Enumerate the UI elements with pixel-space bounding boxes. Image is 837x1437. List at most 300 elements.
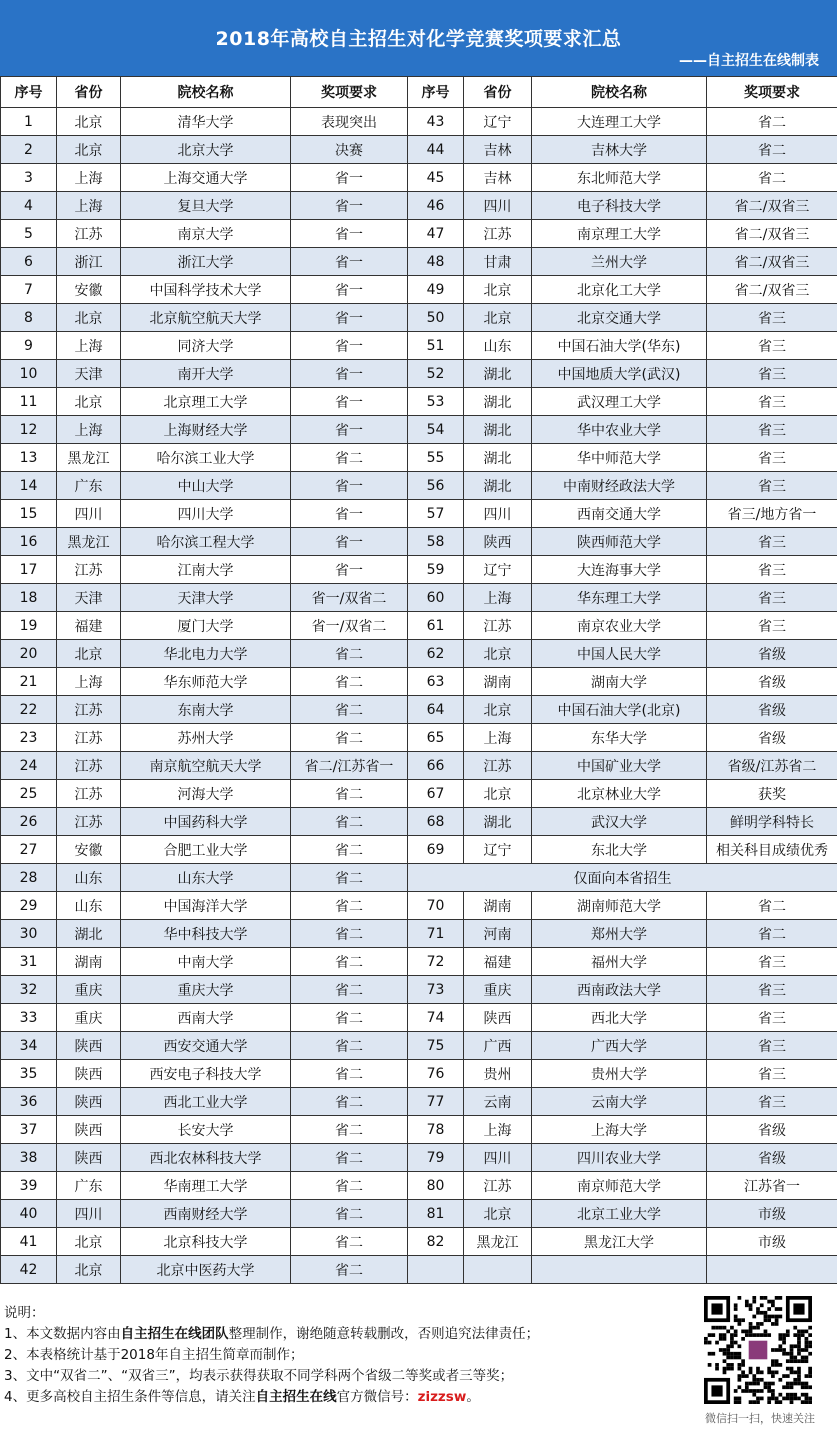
award-requirement: 省级 <box>707 1144 837 1172</box>
province: 四川 <box>464 192 532 220</box>
qr-caption: 微信扫一扫，快速关注 <box>705 1412 815 1425</box>
award-requirement: 省一 <box>291 220 408 248</box>
province: 江苏 <box>57 752 121 780</box>
university-name: 浙江大学 <box>121 248 291 276</box>
province: 北京 <box>57 304 121 332</box>
university-name: 吉林大学 <box>532 136 707 164</box>
university-name: 河海大学 <box>121 780 291 808</box>
table-row <box>1 108 837 136</box>
province: 江苏 <box>57 220 121 248</box>
province: 北京 <box>464 640 532 668</box>
row-number: 49 <box>408 276 464 304</box>
row-number: 53 <box>408 388 464 416</box>
row-number: 2 <box>1 136 57 164</box>
row-number: 51 <box>408 332 464 360</box>
row-number: 70 <box>408 892 464 920</box>
award-requirement: 省级/江苏省二 <box>707 752 837 780</box>
row-number: 41 <box>1 1228 57 1256</box>
province: 山东 <box>464 332 532 360</box>
university-name: 西安交通大学 <box>121 1032 291 1060</box>
province: 安徽 <box>57 836 121 864</box>
university-name: 云南大学 <box>532 1088 707 1116</box>
table-row <box>1 388 837 416</box>
award-requirement: 省二 <box>291 1200 408 1228</box>
table-row <box>1 976 837 1004</box>
award-requirement: 省三 <box>707 416 837 444</box>
university-name: 华南理工大学 <box>121 1172 291 1200</box>
award-requirement: 省一 <box>291 416 408 444</box>
university-name: 福州大学 <box>532 948 707 976</box>
row-number: 4 <box>1 192 57 220</box>
university-name: 东北师范大学 <box>532 164 707 192</box>
university-name: 中国地质大学(武汉) <box>532 360 707 388</box>
university-name: 哈尔滨工业大学 <box>121 444 291 472</box>
award-requirement: 省二 <box>291 1172 408 1200</box>
row-number: 37 <box>1 1116 57 1144</box>
row-number: 27 <box>1 836 57 864</box>
table-row <box>1 220 837 248</box>
province: 四川 <box>57 500 121 528</box>
table-row <box>1 1144 837 1172</box>
award-requirement <box>707 1256 837 1284</box>
province: 北京 <box>464 304 532 332</box>
table-row <box>1 1228 837 1256</box>
award-requirement: 省三 <box>707 1088 837 1116</box>
university-name: 北京大学 <box>121 136 291 164</box>
row-number: 80 <box>408 1172 464 1200</box>
province: 吉林 <box>464 164 532 192</box>
award-requirement: 省二/江苏省一 <box>291 752 408 780</box>
university-name: 兰州大学 <box>532 248 707 276</box>
university-name: 苏州大学 <box>121 724 291 752</box>
province: 湖北 <box>464 472 532 500</box>
award-requirement: 省一 <box>291 304 408 332</box>
row-number: 62 <box>408 640 464 668</box>
row-number: 25 <box>1 780 57 808</box>
university-name: 华中科技大学 <box>121 920 291 948</box>
table-row <box>1 808 837 836</box>
row-number: 6 <box>1 248 57 276</box>
table-row <box>1 1116 837 1144</box>
university-name: 南京农业大学 <box>532 612 707 640</box>
award-requirement: 获奖 <box>707 780 837 808</box>
award-requirement: 省三 <box>707 612 837 640</box>
university-name: 北京工业大学 <box>532 1200 707 1228</box>
row-number: 9 <box>1 332 57 360</box>
university-name: 南京航空航天大学 <box>121 752 291 780</box>
row-number: 40 <box>1 1200 57 1228</box>
award-requirement: 省级 <box>707 640 837 668</box>
province: 北京 <box>57 136 121 164</box>
row-number: 66 <box>408 752 464 780</box>
province: 北京 <box>464 696 532 724</box>
province: 重庆 <box>57 1004 121 1032</box>
award-requirement: 省二 <box>707 164 837 192</box>
university-name: 东南大学 <box>121 696 291 724</box>
page-header <box>0 0 837 76</box>
row-number: 63 <box>408 668 464 696</box>
award-requirement: 省一 <box>291 276 408 304</box>
award-requirement: 省一 <box>291 248 408 276</box>
university-name: 华北电力大学 <box>121 640 291 668</box>
university-name: 复旦大学 <box>121 192 291 220</box>
province: 陕西 <box>57 1116 121 1144</box>
row-number: 79 <box>408 1144 464 1172</box>
province: 湖南 <box>464 668 532 696</box>
award-requirement: 省三 <box>707 1060 837 1088</box>
university-name: 四川大学 <box>121 500 291 528</box>
row-number: 48 <box>408 248 464 276</box>
province: 广西 <box>464 1032 532 1060</box>
award-requirement: 省二 <box>707 108 837 136</box>
row-number: 74 <box>408 1004 464 1032</box>
province: 湖北 <box>464 388 532 416</box>
university-name: 华中师范大学 <box>532 444 707 472</box>
table-row <box>1 1200 837 1228</box>
award-requirement: 决赛 <box>291 136 408 164</box>
university-name: 西南政法大学 <box>532 976 707 1004</box>
row-number: 19 <box>1 612 57 640</box>
page-title: 2018年高校自主招生对化学竞赛奖项要求汇总 <box>215 28 622 50</box>
table-row <box>1 724 837 752</box>
province: 上海 <box>57 192 121 220</box>
award-requirement: 省二 <box>291 1032 408 1060</box>
province: 湖北 <box>464 444 532 472</box>
province: 上海 <box>57 668 121 696</box>
note-text: 整理制作，谢绝随意转载删改，否则追究法律责任； <box>228 1326 540 1342</box>
province: 湖南 <box>464 892 532 920</box>
row-number: 32 <box>1 976 57 1004</box>
province: 吉林 <box>464 136 532 164</box>
table-row <box>1 948 837 976</box>
table-row <box>1 416 837 444</box>
award-requirement: 省一 <box>291 360 408 388</box>
row-number: 72 <box>408 948 464 976</box>
row-number: 28 <box>1 864 57 892</box>
award-requirement: 省一 <box>291 388 408 416</box>
university-name: 西安电子科技大学 <box>121 1060 291 1088</box>
university-name: 西北农林科技大学 <box>121 1144 291 1172</box>
row-number: 8 <box>1 304 57 332</box>
province: 江苏 <box>57 808 121 836</box>
university-name: 中国海洋大学 <box>121 892 291 920</box>
table-row <box>1 612 837 640</box>
award-requirement: 省二 <box>291 1256 408 1284</box>
row-number: 75 <box>408 1032 464 1060</box>
award-requirement: 省三/地方省一 <box>707 500 837 528</box>
university-name: 天津大学 <box>121 584 291 612</box>
row-number: 46 <box>408 192 464 220</box>
university-name: 西南财经大学 <box>121 1200 291 1228</box>
province: 上海 <box>57 164 121 192</box>
university-name: 湖南师范大学 <box>532 892 707 920</box>
award-requirement: 省三 <box>707 976 837 1004</box>
province: 江苏 <box>57 696 121 724</box>
column-header: 序号 <box>1 77 57 108</box>
row-number: 1 <box>1 108 57 136</box>
award-requirement: 省一 <box>291 500 408 528</box>
row-number: 20 <box>1 640 57 668</box>
award-requirement: 省二 <box>291 976 408 1004</box>
university-name: 合肥工业大学 <box>121 836 291 864</box>
row-number: 31 <box>1 948 57 976</box>
note-line-4 <box>4 1387 539 1408</box>
university-name: 中国科学技术大学 <box>121 276 291 304</box>
column-header: 序号 <box>408 77 464 108</box>
table-row <box>1 248 837 276</box>
table-row <box>1 696 837 724</box>
province: 江苏 <box>464 220 532 248</box>
university-name: 北京林业大学 <box>532 780 707 808</box>
province: 北京 <box>464 276 532 304</box>
table-row <box>1 192 837 220</box>
award-requirement: 省一 <box>291 528 408 556</box>
column-header: 院校名称 <box>532 77 707 108</box>
province: 山东 <box>57 892 121 920</box>
table-row <box>1 892 837 920</box>
province <box>464 1256 532 1284</box>
university-name: 大连海事大学 <box>532 556 707 584</box>
row-number: 43 <box>408 108 464 136</box>
award-requirement: 省二 <box>291 1004 408 1032</box>
university-name: 江南大学 <box>121 556 291 584</box>
province: 湖北 <box>464 416 532 444</box>
row-number: 34 <box>1 1032 57 1060</box>
award-requirement: 省三 <box>707 1032 837 1060</box>
table-row <box>1 1172 837 1200</box>
award-requirement: 省二/双省三 <box>707 248 837 276</box>
university-name: 中南大学 <box>121 948 291 976</box>
university-name: 陕西师范大学 <box>532 528 707 556</box>
university-name: 清华大学 <box>121 108 291 136</box>
province: 江苏 <box>57 556 121 584</box>
province: 陕西 <box>464 528 532 556</box>
university-name: 武汉大学 <box>532 808 707 836</box>
note-text: 官方微信号： <box>336 1389 418 1405</box>
table-row <box>1 752 837 780</box>
award-requirement: 省二 <box>291 920 408 948</box>
table-row <box>1 164 837 192</box>
province: 北京 <box>464 780 532 808</box>
table-row <box>1 1004 837 1032</box>
award-requirement: 省一 <box>291 164 408 192</box>
table-row <box>1 556 837 584</box>
university-name: 上海交通大学 <box>121 164 291 192</box>
row-number: 38 <box>1 1144 57 1172</box>
university-name: 中国人民大学 <box>532 640 707 668</box>
row-number: 55 <box>408 444 464 472</box>
award-requirement: 省一 <box>291 556 408 584</box>
row-number: 39 <box>1 1172 57 1200</box>
province: 安徽 <box>57 276 121 304</box>
table-body <box>1 108 837 1284</box>
university-name: 电子科技大学 <box>532 192 707 220</box>
row-number: 68 <box>408 808 464 836</box>
table-row <box>1 472 837 500</box>
row-number: 33 <box>1 1004 57 1032</box>
column-header: 省份 <box>464 77 532 108</box>
province: 陕西 <box>57 1032 121 1060</box>
province: 广东 <box>57 472 121 500</box>
province: 湖北 <box>464 360 532 388</box>
province: 北京 <box>57 1256 121 1284</box>
award-requirement: 省二 <box>707 136 837 164</box>
award-requirement: 省三 <box>707 472 837 500</box>
row-number: 65 <box>408 724 464 752</box>
university-name: 贵州大学 <box>532 1060 707 1088</box>
row-number: 45 <box>408 164 464 192</box>
award-requirement: 省一/双省二 <box>291 584 408 612</box>
province: 四川 <box>464 500 532 528</box>
university-name: 重庆大学 <box>121 976 291 1004</box>
university-name: 湖南大学 <box>532 668 707 696</box>
table-row <box>1 668 837 696</box>
university-name: 中国石油大学(北京) <box>532 696 707 724</box>
row-number: 58 <box>408 528 464 556</box>
province: 江苏 <box>464 1172 532 1200</box>
province: 北京 <box>57 1228 121 1256</box>
table-row <box>1 276 837 304</box>
row-number: 11 <box>1 388 57 416</box>
province: 陕西 <box>57 1060 121 1088</box>
table-row <box>1 640 837 668</box>
note-line-3: 3、文中“双省二”、“双省三”，均表示获得获取不同学科两个省级二等奖或者三等奖； <box>4 1368 514 1384</box>
table-row <box>1 1088 837 1116</box>
province: 云南 <box>464 1088 532 1116</box>
row-number: 52 <box>408 360 464 388</box>
row-number: 64 <box>408 696 464 724</box>
award-requirement: 省二 <box>291 892 408 920</box>
row-number: 12 <box>1 416 57 444</box>
award-requirement: 省二 <box>707 920 837 948</box>
award-requirement: 省二/双省三 <box>707 276 837 304</box>
row-number: 81 <box>408 1200 464 1228</box>
university-name: 中国药科大学 <box>121 808 291 836</box>
province: 北京 <box>464 1200 532 1228</box>
province: 黑龙江 <box>57 444 121 472</box>
row-number: 17 <box>1 556 57 584</box>
note-bold: 自主招生在线团队 <box>120 1326 229 1342</box>
award-requirement: 省三 <box>707 332 837 360</box>
award-requirement: 省二 <box>291 836 408 864</box>
award-requirement: 省二 <box>291 640 408 668</box>
table-row <box>1 304 837 332</box>
column-header: 奖项要求 <box>291 77 408 108</box>
university-name: 黑龙江大学 <box>532 1228 707 1256</box>
award-requirement: 鲜明学科特长 <box>707 808 837 836</box>
row-number: 26 <box>1 808 57 836</box>
table-row <box>1 528 837 556</box>
university-name <box>532 1256 707 1284</box>
award-requirement: 省三 <box>707 556 837 584</box>
wechat-id: zizzsw <box>417 1389 467 1405</box>
table-row <box>1 780 837 808</box>
award-requirement: 省三 <box>707 584 837 612</box>
page-credit: ——自主招生在线制表 <box>679 53 819 69</box>
province: 北京 <box>57 108 121 136</box>
province: 北京 <box>57 388 121 416</box>
row-number: 36 <box>1 1088 57 1116</box>
province: 陕西 <box>464 1004 532 1032</box>
row-number: 73 <box>408 976 464 1004</box>
province: 天津 <box>57 360 121 388</box>
row-number: 69 <box>408 836 464 864</box>
province: 江苏 <box>464 612 532 640</box>
row-number: 29 <box>1 892 57 920</box>
row-number: 44 <box>408 136 464 164</box>
award-requirement: 省二 <box>291 948 408 976</box>
province: 辽宁 <box>464 836 532 864</box>
university-name: 南京师范大学 <box>532 1172 707 1200</box>
row-number: 30 <box>1 920 57 948</box>
award-requirement: 表现突出 <box>291 108 408 136</box>
university-name: 华中农业大学 <box>532 416 707 444</box>
province: 上海 <box>464 724 532 752</box>
university-name: 武汉理工大学 <box>532 388 707 416</box>
university-name: 中南财经政法大学 <box>532 472 707 500</box>
row-number: 13 <box>1 444 57 472</box>
award-requirement: 市级 <box>707 1228 837 1256</box>
province: 黑龙江 <box>464 1228 532 1256</box>
university-name: 厦门大学 <box>121 612 291 640</box>
university-name: 北京航空航天大学 <box>121 304 291 332</box>
row-number: 61 <box>408 612 464 640</box>
province: 重庆 <box>464 976 532 1004</box>
province: 贵州 <box>464 1060 532 1088</box>
table-row <box>1 1256 837 1284</box>
table-row <box>1 332 837 360</box>
row-number: 15 <box>1 500 57 528</box>
award-requirement: 省二/双省三 <box>707 220 837 248</box>
note-text: 。 <box>466 1389 480 1405</box>
province: 重庆 <box>57 976 121 1004</box>
university-name: 东北大学 <box>532 836 707 864</box>
table-row <box>1 836 837 864</box>
university-name: 南开大学 <box>121 360 291 388</box>
award-requirement: 省二/双省三 <box>707 192 837 220</box>
qr-code-icon <box>703 1296 813 1404</box>
province: 上海 <box>57 332 121 360</box>
award-requirement: 省二 <box>291 696 408 724</box>
award-requirement: 省二 <box>291 1144 408 1172</box>
province: 四川 <box>57 1200 121 1228</box>
award-requirement: 省级 <box>707 696 837 724</box>
row-number: 59 <box>408 556 464 584</box>
table-row <box>1 136 837 164</box>
table-row <box>1 1060 837 1088</box>
row-number: 5 <box>1 220 57 248</box>
row-number: 47 <box>408 220 464 248</box>
university-name: 四川农业大学 <box>532 1144 707 1172</box>
award-requirement: 省二 <box>291 864 408 892</box>
award-requirement: 省一 <box>291 472 408 500</box>
row-number: 78 <box>408 1116 464 1144</box>
row-number: 42 <box>1 1256 57 1284</box>
row-number: 56 <box>408 472 464 500</box>
province: 湖北 <box>57 920 121 948</box>
row-number <box>408 1256 464 1284</box>
province: 辽宁 <box>464 556 532 584</box>
row-number: 7 <box>1 276 57 304</box>
row-number: 24 <box>1 752 57 780</box>
award-requirements-table <box>0 76 837 1284</box>
table-row <box>1 360 837 388</box>
university-name: 上海财经大学 <box>121 416 291 444</box>
row-number: 60 <box>408 584 464 612</box>
award-requirement: 省二 <box>291 724 408 752</box>
award-requirement: 市级 <box>707 1200 837 1228</box>
university-name: 大连理工大学 <box>532 108 707 136</box>
